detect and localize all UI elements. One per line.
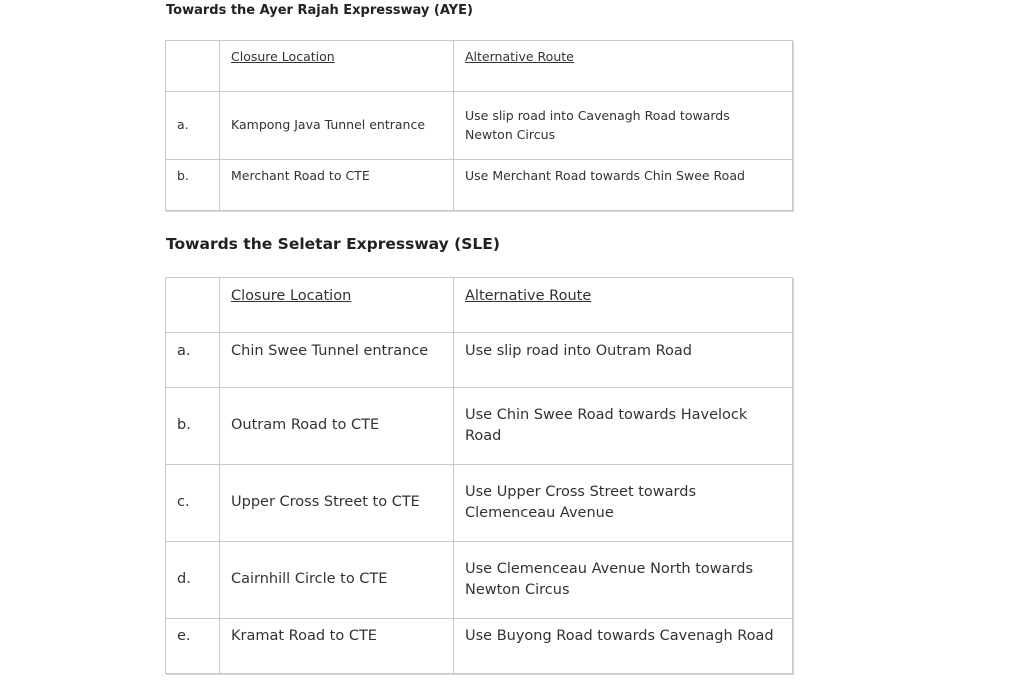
alternative-route: Use slip road into Cavenagh Road towards Newton Circus <box>454 92 793 160</box>
sle-closures-table <box>165 277 793 674</box>
alternative-route-header: Alternative Route <box>465 49 574 64</box>
table-row <box>166 619 793 674</box>
alternative-route: Use Chin Swee Road towards Havelock Road <box>454 388 793 465</box>
header-letter-cell <box>166 41 220 92</box>
row-letter: c. <box>166 465 220 542</box>
table-row <box>166 92 793 160</box>
row-letter: a. <box>166 333 220 388</box>
table-row <box>166 333 793 388</box>
header-route-cell <box>454 278 793 333</box>
table-row <box>166 542 793 619</box>
sle-section-title: Towards the Seletar Expressway (SLE) <box>166 235 500 253</box>
table-row <box>166 465 793 542</box>
closure-location-header: Closure Location <box>231 49 335 64</box>
table-row <box>166 160 793 211</box>
closure-location: Kampong Java Tunnel entrance <box>220 92 454 160</box>
alternative-route: Use slip road into Outram Road <box>454 333 793 388</box>
alternative-route: Use Upper Cross Street towards Clemenceau Avenue <box>454 465 793 542</box>
alternative-route: Use Clemenceau Avenue North towards Newton Circus <box>454 542 793 619</box>
alternative-route: Use Merchant Road towards Chin Swee Road <box>454 160 793 211</box>
header-closure-cell <box>220 41 454 92</box>
row-letter: d. <box>166 542 220 619</box>
closure-location: Kramat Road to CTE <box>220 619 454 674</box>
table-header-row <box>166 278 793 333</box>
closure-location-header: Closure Location <box>231 288 352 304</box>
alternative-route: Use Buyong Road towards Cavenagh Road <box>454 619 793 674</box>
closure-location: Chin Swee Tunnel entrance <box>220 333 454 388</box>
header-closure-cell <box>220 278 454 333</box>
header-letter-cell <box>166 278 220 333</box>
aye-section-title: Towards the Ayer Rajah Expressway (AYE) <box>166 3 473 18</box>
closure-location: Cairnhill Circle to CTE <box>220 542 454 619</box>
closure-location: Upper Cross Street to CTE <box>220 465 454 542</box>
closure-location: Outram Road to CTE <box>220 388 454 465</box>
row-letter: b. <box>166 160 220 211</box>
row-letter: b. <box>166 388 220 465</box>
aye-closures-table <box>165 40 793 211</box>
table-header-row <box>166 41 793 92</box>
header-route-cell <box>454 41 793 92</box>
closure-location: Merchant Road to CTE <box>220 160 454 211</box>
row-letter: e. <box>166 619 220 674</box>
row-letter: a. <box>166 92 220 160</box>
alternative-route-header: Alternative Route <box>465 288 592 304</box>
table-row <box>166 388 793 465</box>
